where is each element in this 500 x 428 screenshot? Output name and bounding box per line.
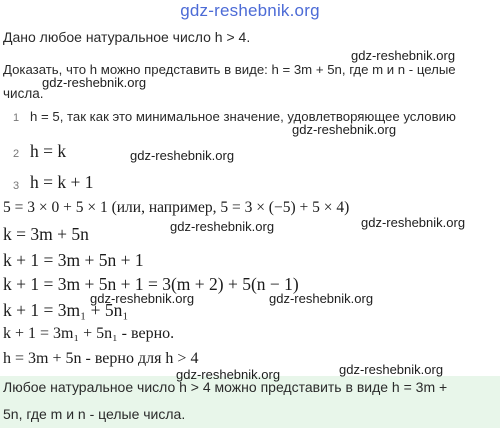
conclusion-line-2: 5n, где m и n - целые числа.	[3, 406, 186, 422]
watermark: gdz-reshebnik.org	[130, 148, 235, 163]
watermark: gdz-reshebnik.org	[292, 122, 397, 137]
step-number: 2	[13, 148, 20, 160]
watermark: gdz-reshebnik.org	[351, 48, 456, 63]
step-number: 1	[13, 112, 20, 124]
watermark: gdz-reshebnik.org	[42, 75, 147, 90]
watermark-top: gdz-reshebnik.org	[180, 1, 320, 20]
proof-line: k = 3m + 5n	[3, 224, 89, 244]
proof-line: k + 1 = 3m + 5n + 1 = 3(m + 2) + 5(n − 1)	[3, 274, 299, 294]
step-text: h = 5, так как это минимальное значение, удовлетворяющее условию	[30, 109, 456, 124]
watermark: gdz-reshebnik.org	[361, 215, 466, 230]
proof-line: k + 1 = 3m₁ + 5n₁ - верно.	[3, 325, 175, 342]
step-text: h = k	[30, 141, 67, 161]
step-text: h = k + 1	[30, 172, 94, 192]
proof-line: 5 = 3 × 0 + 5 × 1 (или, например, 5 = 3 × (−5) + 5 × 4)	[3, 199, 350, 216]
watermark: gdz-reshebnik.org	[176, 367, 281, 382]
watermark: gdz-reshebnik.org	[269, 291, 374, 306]
step-number: 3	[13, 180, 20, 192]
intro-line-2: Доказать, что h можно представить в виде: h = 3m + 5n, где m и n - целые	[3, 62, 456, 77]
watermark: gdz-reshebnik.org	[90, 291, 195, 306]
watermark: gdz-reshebnik.org	[170, 219, 275, 234]
watermark: gdz-reshebnik.org	[339, 362, 444, 377]
proof-line: k + 1 = 3m + 5n + 1	[3, 250, 144, 270]
conclusion-box	[0, 376, 500, 428]
proof-line: h = 3m + 5n - верно для h > 4	[3, 350, 199, 367]
intro-line-1: Дано любое натуральное число h > 4.	[3, 29, 251, 45]
conclusion-line-1: Любое натуральное число h > 4 можно представить в виде h = 3m +	[3, 379, 448, 395]
proof-line: k + 1 = 3m₁ + 5n₁	[3, 300, 129, 320]
intro-line-3: числа.	[3, 86, 44, 101]
